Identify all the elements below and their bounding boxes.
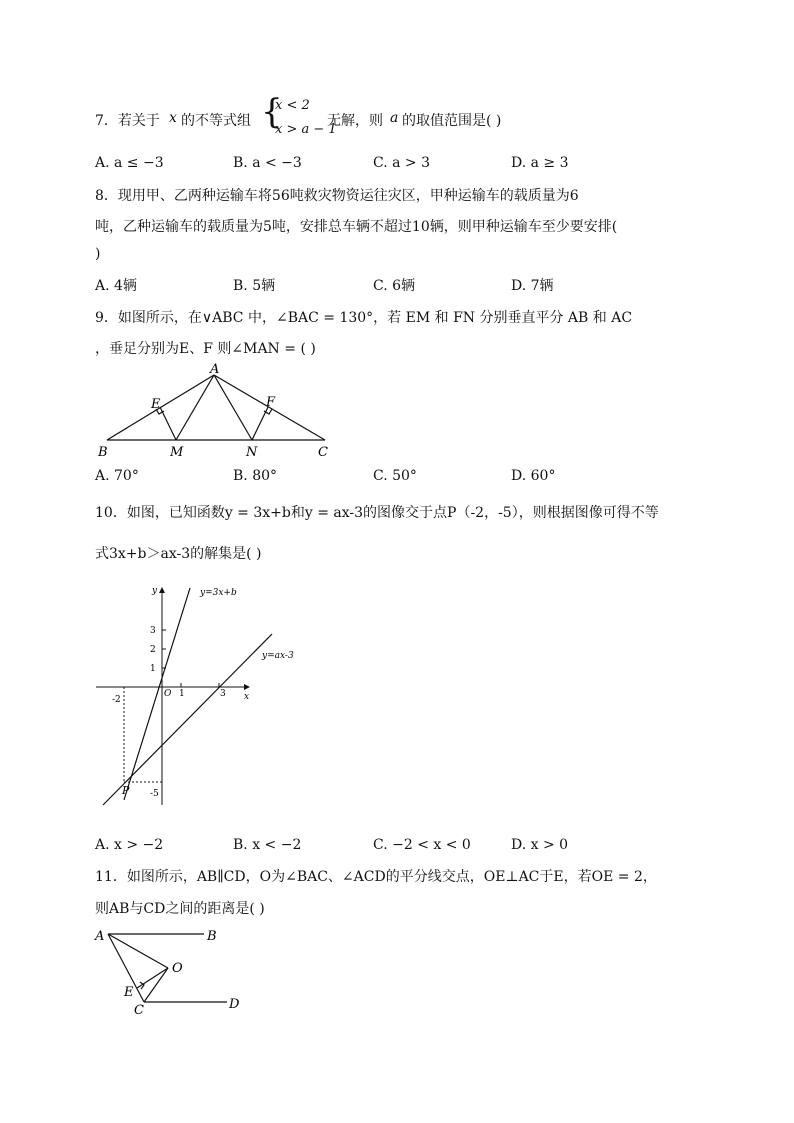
q11-line1: 11．如图所示，AB∥CD，O为∠BAC、∠ACD的平分线交点，OE⊥AC于E，若OE = 2， (95, 869, 657, 885)
q10-label-origin: O (164, 689, 172, 699)
q11-segment-eo (137, 968, 168, 988)
q10-option-c[interactable]: C. −2 < x < 0 (373, 837, 471, 853)
q9-option-d[interactable]: D. 60° (511, 468, 556, 484)
q7-brace: { (261, 92, 283, 132)
q8-line3: ) (95, 246, 101, 262)
q10-tick-x-1: 1 (179, 689, 185, 699)
q9-label-b: B (98, 445, 108, 460)
q11-label-c: C (134, 1003, 144, 1018)
q10-tick-x-3: 3 (220, 689, 226, 699)
q8-option-b[interactable]: B. 5辆 (233, 278, 276, 294)
q7-option-a[interactable]: A. a ≤ −3 (95, 155, 164, 171)
q8-option-c[interactable]: C. 6辆 (373, 278, 416, 294)
q9-option-a[interactable]: A. 70° (95, 468, 139, 484)
q10-tick-y-3: 3 (150, 626, 156, 636)
q10-line2: 式3x+b＞ax-3的解集是( ) (95, 546, 262, 562)
q8-line2: 吨，乙种运输车的载质量为5吨，安排总车辆不超过10辆，则甲种运输车至少要安排( (95, 219, 618, 235)
q8-line1: 8．现用甲、乙两种运输车将56吨救灾物资运往灾区，甲种运输车的载质量为6 (95, 188, 579, 204)
q9-label-a: A (210, 362, 220, 377)
q9-label-c: C (318, 445, 328, 460)
q8-option-d[interactable]: D. 7辆 (511, 278, 554, 294)
q9-triangle-figure (95, 362, 340, 460)
q9-label-f: F (266, 395, 276, 410)
q9-label-n: N (246, 445, 258, 460)
q10-tick-x-neg2: -2 (112, 695, 121, 705)
q7-sys-line2: x > a − 1 (275, 122, 337, 137)
q9-line2: ，垂足分别为E、F 则∠MAN = ( ) (95, 341, 316, 357)
q9-label-e: E (151, 397, 161, 412)
q7-sys-line1: x < 2 (275, 98, 310, 113)
q9-segment-am (176, 375, 214, 440)
q8-option-a[interactable]: A. 4辆 (95, 278, 137, 294)
q10-line-ax-minus-3 (103, 634, 272, 805)
q9-line1: 9．如图所示，在∨ABC 中，∠BAC = 130°，若 EM 和 FN 分别垂直平分 AB 和 AC (95, 310, 633, 326)
q7-option-d[interactable]: D. a ≥ 3 (511, 155, 569, 171)
q7-a-var: a (390, 110, 399, 126)
q10-label-point-p: P (122, 784, 130, 797)
q10-option-b[interactable]: B. x < −2 (233, 837, 302, 853)
q10-option-d[interactable]: D. x > 0 (511, 837, 569, 853)
q7-var: x (169, 110, 177, 126)
q7-tail: 的取值范围是( ) (402, 113, 502, 129)
q11-line2: 则AB与CD之间的距离是( ) (95, 901, 265, 917)
q11-parallel-figure (92, 922, 252, 1017)
q11-label-a: A (95, 929, 105, 944)
q11-label-o: O (172, 961, 183, 976)
q10-label-y-axis: y (152, 586, 158, 596)
q10-function-graph (94, 580, 294, 820)
q10-label-line1: y=3x+b (200, 588, 237, 598)
q7-option-c[interactable]: C. a > 3 (373, 155, 430, 171)
q10-line1: 10．如图，已知函数y = 3x+b和y = ax-3的图像交于点P（-2，-5），则根据图像可得不等 (95, 505, 659, 521)
q11-label-b: B (207, 929, 217, 944)
q11-label-d: D (229, 997, 240, 1012)
q7-after: 无解，则 (327, 113, 383, 129)
q11-segment-co (144, 968, 168, 1002)
q10-tick-y-neg5: -5 (150, 789, 159, 799)
q11-label-e: E (124, 985, 134, 1000)
q9-option-b[interactable]: B. 80° (233, 468, 278, 484)
q10-label-line2: y=ax-3 (262, 651, 294, 661)
q10-label-x-axis: x (244, 692, 250, 702)
q10-tick-y-2: 2 (150, 645, 156, 655)
q9-option-c[interactable]: C. 50° (373, 468, 417, 484)
q9-label-m: M (170, 445, 184, 460)
q9-segment-an (214, 375, 252, 440)
q10-option-a[interactable]: A. x > −2 (95, 837, 164, 853)
q7-prefix: 7．若关于 (95, 113, 160, 129)
q7-mid: 的不等式组 (181, 113, 251, 129)
q10-tick-y-1: 1 (150, 664, 156, 674)
q7-option-b[interactable]: B. a < −3 (233, 155, 302, 171)
